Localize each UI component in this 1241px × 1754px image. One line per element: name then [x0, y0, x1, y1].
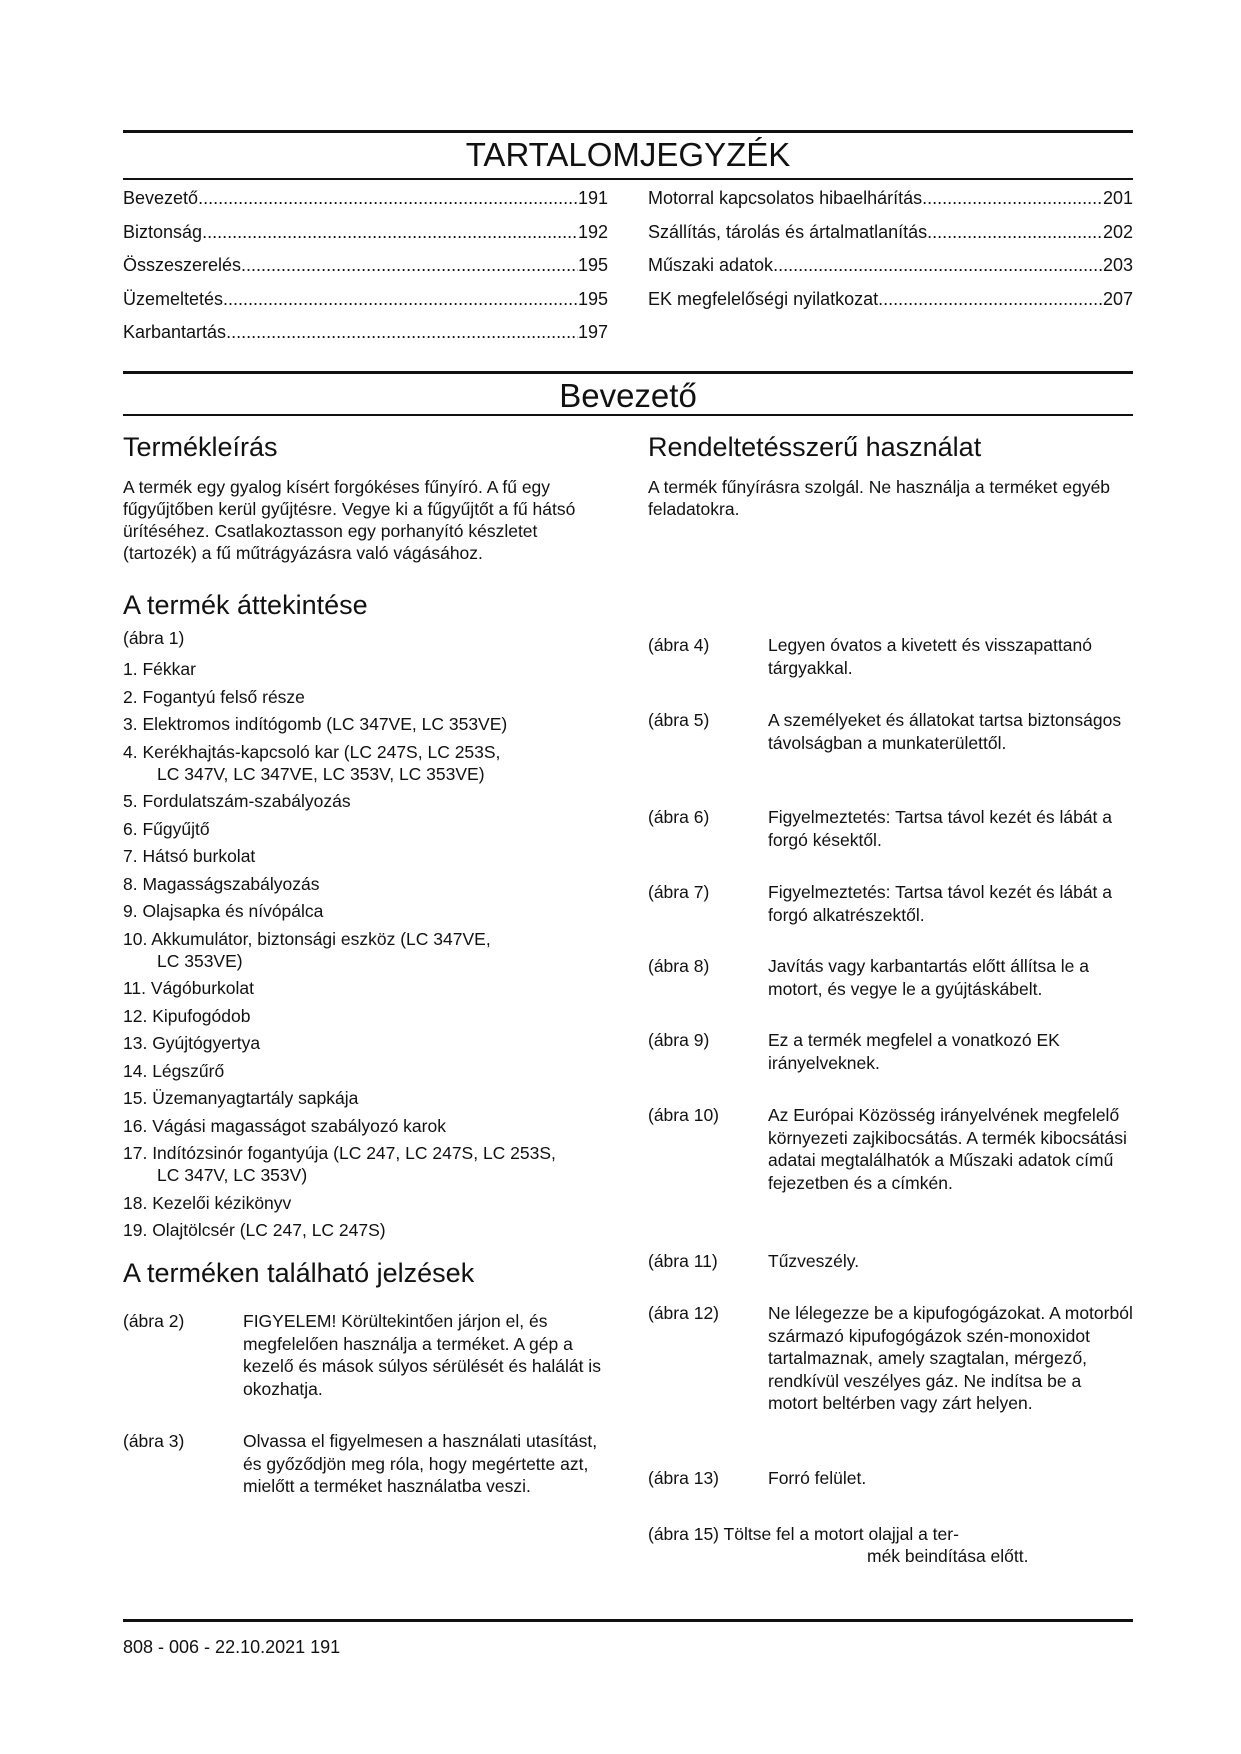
symbol-entry: (ábra 3) Olvassa el figyelmesen a használati utasítást, és győződjön meg róla, hogy megértette azt, mielőtt a terméket használatba veszi.: [123, 1431, 598, 1496]
symbol-entry: (ábra 12) Ne lélegezze be a kipufogógázokat. A motorból származó kipufogógázok szén-monoxidot tartalmaznak, amely szagtalan, mérgező, rendkívül veszélyes gáz. Ne indítsa be a motort beltérben vagy zárt helyen.: [648, 1303, 1133, 1413]
product-description-heading: Termékleírás: [123, 432, 278, 462]
toc-entry[interactable]: Szállítás, tárolás és ártalmatlanítás ..... 202: [648, 222, 1133, 256]
list-item: 7. Hátsó burkolat: [123, 846, 256, 866]
section-bottom-rule: [123, 414, 1133, 416]
symbol-entry: (ábra 5) A személyeket és állatokat tartsa biztonságos távolságban a munkaterülettől.: [648, 710, 1122, 753]
symbols-heading: A terméken található jelzések: [123, 1258, 475, 1288]
overview-list: [123, 658, 613, 1247]
symbol-entry: (ábra 8) Javítás vagy karbantartás előtt állítsa le a motort, és vegye le a gyújtáskábelt.: [648, 956, 1089, 999]
symbol-last-line1: (ábra 15) Töltse fel a motort olajjal a ter-: [648, 1524, 959, 1544]
list-item: 10. Akkumulátor, biztonsági eszköz (LC 347VE, LC 353VE): [123, 928, 491, 971]
footer-text: 808 - 006 - 22.10.2021 191: [123, 1637, 341, 1657]
intended-use-heading: Rendeltetésszerű használat: [648, 432, 982, 462]
toc-entry[interactable]: Műszaki adatok ..... 203: [648, 255, 1133, 289]
section-top-rule: [123, 371, 1133, 374]
toc-entry[interactable]: Bevezető ..... 191: [123, 188, 608, 222]
list-item: 16. Vágási magasságot szabályozó karok: [123, 1115, 446, 1136]
list-item: 13. Gyújtógyertya: [123, 1033, 261, 1053]
symbol-entry: (ábra 9) Ez a termék megfelel a vonatkozó EK irányelveknek.: [648, 1030, 1060, 1073]
list-item: 2. Fogantyú felső része: [123, 686, 305, 707]
toc-entry[interactable]: Karbantartás ..... 197: [123, 322, 608, 356]
list-item: 19. Olajtölcsér (LC 247, LC 247S): [123, 1220, 386, 1240]
list-item: 5. Fordulatszám-szabályozás: [123, 791, 351, 811]
list-item: 17. Indítózsinór fogantyúja (LC 247, LC 247S, LC 253S, LC 347V, LC 353V): [123, 1143, 556, 1185]
toc-entry[interactable]: Motorral kapcsolatos hibaelhárítás ..... 201: [648, 188, 1133, 222]
toc-right-column: [648, 188, 1133, 322]
overview-heading: A termék áttekintése: [123, 590, 368, 620]
list-item: 9. Olajsapka és nívópálca: [123, 901, 324, 921]
symbol-entry: (ábra 2) FIGYELEM! Körültekintően járjon el, és megfelelően használja a terméket. A gép a kezelő és mások súlyos sérülését és halálát is okozhatja.: [123, 1311, 601, 1399]
symbol-entry: (ábra 6) Figyelmeztetés: Tartsa távol kezét és lábát a forgó késektől.: [648, 807, 1113, 850]
list-item: 12. Kipufogódob: [123, 1005, 251, 1026]
list-item: 4. Kerékhajtás-kapcsoló kar (LC 247S, LC 253S, LC 347V, LC 347VE, LC 353V, LC 353VE): [123, 741, 501, 784]
symbol-entry-last: [648, 1523, 1133, 1567]
toc-left-column: [123, 188, 608, 356]
toc-top-rule: [123, 130, 1133, 133]
list-item: 11. Vágóburkolat: [123, 978, 255, 998]
footer-rule: [123, 1619, 1133, 1622]
list-item: 15. Üzemanyagtartály sapkája: [123, 1088, 359, 1108]
list-item: 14. Légszűrő: [123, 1060, 225, 1081]
symbol-entry: (ábra 10) Az Európai Közösség irányelvének megfelelő környezeti zajkibocsátás. A termék kibocsátási adatai megtalálhatók a Műszaki adatok című fejezetben és a címkén.: [648, 1105, 1127, 1193]
product-description-text: A termék egy gyalog kísért forgókéses fűnyíró. A fű egy fűgyűjtőben kerül gyűjtésre. Vegye ki a fűgyűjtőt a fű hátsó ürítéséhez. Csatlakoztasson egy porhanyító készletet (tartozék) a fű műtrágyázásra való vágásához.: [123, 477, 576, 563]
symbol-entry: (ábra 13) Forró felület.: [648, 1468, 867, 1488]
symbol-last-line2: mék beindítása előtt.: [867, 1546, 1029, 1566]
list-item: 3. Elektromos indítógomb (LC 347VE, LC 353VE): [123, 714, 508, 734]
list-item: 1. Fékkar: [123, 659, 196, 679]
list-item: 8. Magasságszabályozás: [123, 873, 320, 894]
toc-entry[interactable]: Üzemeltetés ..... 195: [123, 289, 608, 323]
symbol-entry: (ábra 11) Tűzveszély.: [648, 1251, 860, 1271]
toc-title: TARTALOMJEGYZÉK: [465, 136, 791, 173]
list-item: 18. Kezelői kézikönyv: [123, 1192, 292, 1213]
section-title: Bevezető: [559, 377, 697, 414]
toc-entry[interactable]: EK megfelelőségi nyilatkozat ..... 207: [648, 289, 1133, 323]
intended-use-text: A termék fűnyírásra szolgál. Ne használja a terméket egyéb feladatokra.: [648, 477, 1111, 519]
toc-entry[interactable]: Biztonság ..... 192: [123, 222, 608, 256]
toc-bottom-rule: [123, 178, 1133, 180]
toc-entry[interactable]: Összeszerelés ..... 195: [123, 255, 608, 289]
symbol-entry: (ábra 7) Figyelmeztetés: Tartsa távol kezét és lábát a forgó alkatrészektől.: [648, 882, 1113, 925]
overview-figure-ref: (ábra 1): [123, 628, 185, 648]
list-item: 6. Fűgyűjtő: [123, 818, 210, 839]
symbol-entry: (ábra 4) Legyen óvatos a kivetett és visszapattanó tárgyakkal.: [648, 635, 1092, 678]
